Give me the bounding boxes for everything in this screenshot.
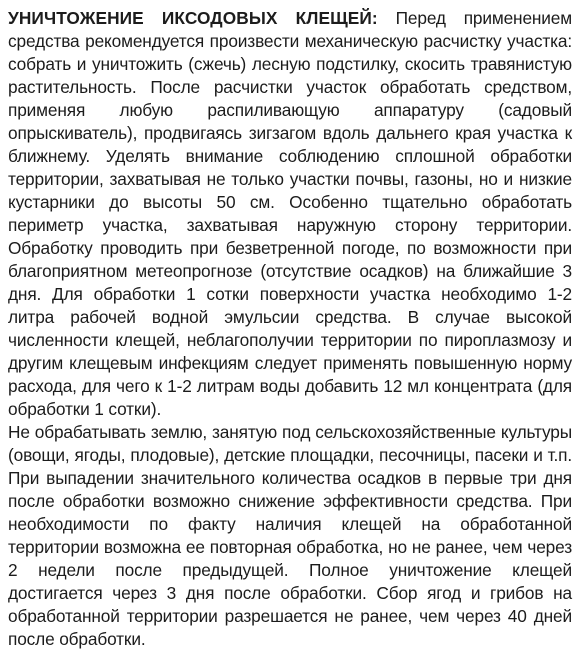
paragraph-one-text: Перед применением средства рекомендуется произвести механическую расчистку участка: собрать и уничтожить (сжечь) лесную подстилку, скосить травянистую растительность. После расчистки участок обработать средством, применяя любую распиливающую аппаратуру (садовый опрыскиватель), продвигаясь зигзагом вдоль дальнего края участка к ближнему. Уделять внимание соблюдению сплошной обработки территории, захватывая не только участки почвы, газоны, но и низкие кустарники до высоты 50 см. Особенно тщательно обработать периметр участка, захватывая наружную сторону территории. Обработку проводить при безветренной погоде, по возможности при благоприятном метеопрогнозе (отсутствие осадков) на ближайшие 3 дня. Для обработки 1 сотки поверхности участка необходимо 1-2 литра рабочей водной эмульсии средства. В случае высокой численности клещей, неблагополучии территории по пироплазмозу и другим клещевым инфекциям следует применять повышенную норму расхода, для чего к 1-2 литрам воды добавить 12 мл концентрата (для обработки 1 сотки). xyxy=(8,8,572,419)
section-heading: УНИЧТОЖЕНИЕ ИКСОДОВЫХ КЛЕЩЕЙ: xyxy=(8,8,378,28)
paragraph-two: Не обрабатывать землю, занятую под сельскохозяйственные культуры (овощи, ягоды, плодовые), детские площадки, песочницы, пасеки и т.п. При выпадении значительного количества осадков в первые три дня после обработки возможно снижение эффективности средства. При необходимости по факту наличия клещей на обработанной территории возможна ее повторная обработка, но не ранее, чем через 2 недели после предыдущей. Полное уничтожение клещей достигается через 3 дня после обработки. Сбор ягод и грибов на обработанной территории разрешается не ранее, чем через 40 дней после обработки. xyxy=(8,422,572,649)
paragraph-one xyxy=(8,7,572,421)
